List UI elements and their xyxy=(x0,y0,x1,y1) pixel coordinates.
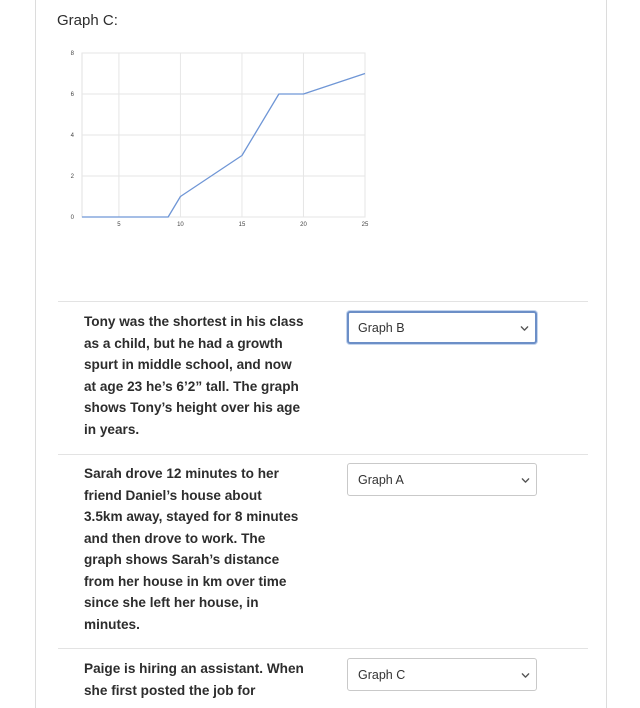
graph-title: Graph C: xyxy=(57,12,118,29)
x-tick-label: 25 xyxy=(361,222,369,228)
y-tick-label: 6 xyxy=(70,92,74,98)
question-text-sarah: Sarah drove 12 minutes to her friend Daniel’s house about 3.5km away, stayed for 8 minutes and then drove to work. The graph shows Sarah’s distance from her house in km over time since she left her house, in minutes. xyxy=(84,466,299,632)
y-tick-label: 0 xyxy=(70,215,74,221)
series-line xyxy=(82,74,365,218)
x-tick-label: 20 xyxy=(300,222,307,228)
chevron-down-icon xyxy=(520,324,529,333)
divider xyxy=(58,648,588,649)
answer-select-tony[interactable] xyxy=(347,311,537,344)
y-tick-label: 2 xyxy=(70,174,74,180)
chevron-down-icon xyxy=(521,476,530,485)
chevron-down-icon xyxy=(521,671,530,680)
select-value: Graph C xyxy=(358,667,406,682)
divider xyxy=(58,454,588,455)
x-tick-label: 5 xyxy=(117,222,121,228)
x-tick-label: 15 xyxy=(238,222,246,228)
answer-select-paige[interactable] xyxy=(347,658,537,691)
y-tick-label: 8 xyxy=(70,51,74,57)
line-chart xyxy=(60,40,380,240)
answer-select-sarah[interactable] xyxy=(347,463,537,496)
question-text-tony: Tony was the shortest in his class as a child, but he had a growth spurt in middle school, and now at age 23 he’s 6’2” tall. The graph shows Tony’s height over his age in years. xyxy=(84,314,304,437)
y-tick-label: 4 xyxy=(70,133,74,139)
select-value: Graph B xyxy=(358,320,405,335)
divider xyxy=(58,301,588,302)
x-tick-label: 10 xyxy=(177,222,184,228)
question-text-paige: Paige is hiring an assistant. When she first posted the job for xyxy=(84,661,304,698)
select-value: Graph A xyxy=(358,472,404,487)
